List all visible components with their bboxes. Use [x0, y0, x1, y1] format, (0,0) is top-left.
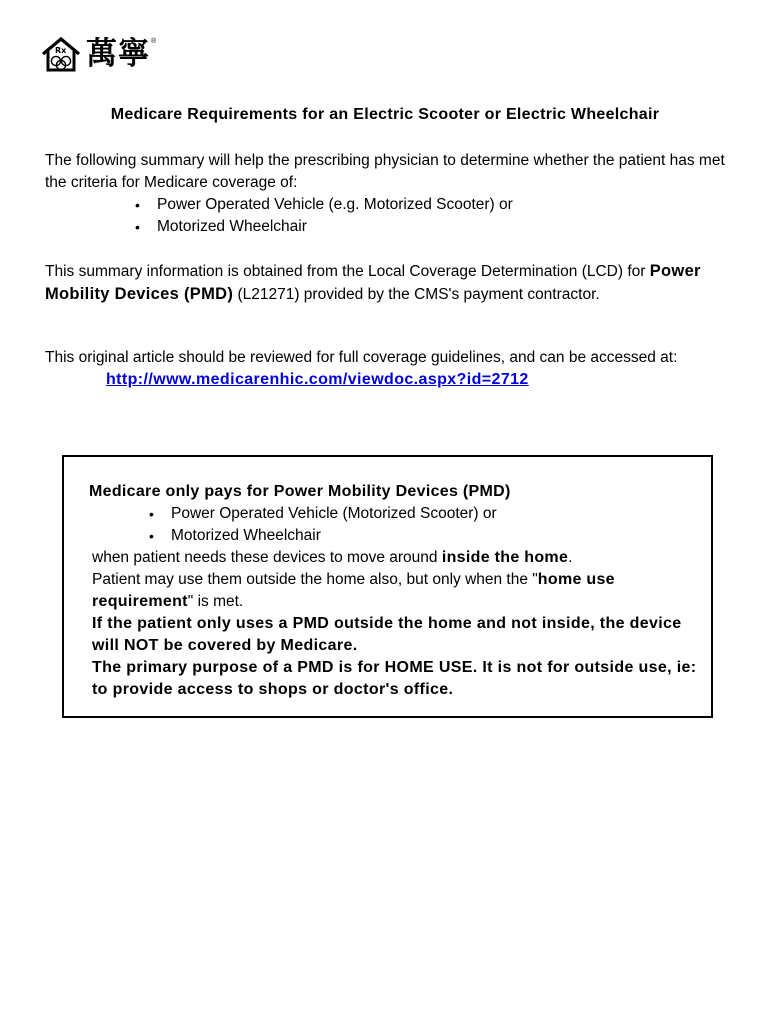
outside-home-note	[89, 569, 701, 613]
rx-mark: Rx	[55, 46, 67, 55]
article-section	[45, 347, 725, 391]
inside-home-requirement	[89, 547, 701, 569]
inside-home-term: inside the home	[441, 549, 569, 566]
summary-text-start: This summary information is obtained from the Local Coverage Determination (LCD) for	[45, 263, 646, 280]
company-logo	[38, 34, 156, 74]
outside-text-start: Patient may use them outside the home also, but only when the "	[92, 571, 538, 588]
medicare-article-link[interactable]: http://www.medicarenhic.com/viewdoc.aspx?id=2712	[106, 371, 529, 388]
registered-mark: ®	[151, 38, 157, 45]
primary-purpose-note: The primary purpose of a PMD is for HOME USE. It is not for outside use, ie: to provide access to shops or doctor's office.	[92, 659, 697, 698]
logo-name: 萬寧	[86, 36, 150, 72]
outside-text-end: " is met.	[187, 593, 244, 610]
page-title: Medicare Requirements for an Electric Scooter or Electric Wheelchair	[110, 106, 660, 123]
coverage-warning: If the patient only uses a PMD outside the home and not inside, the device will NOT be covered by Medicare.	[92, 615, 682, 654]
house-rx-logo-icon	[38, 34, 84, 74]
home-use-requirement-term: home use requirement	[92, 571, 615, 610]
article-text: This original article should be reviewed for full coverage guidelines, and can be accessed at:	[45, 349, 678, 366]
summary-section	[45, 260, 725, 306]
list-item: • Motorized Wheelchair	[89, 525, 701, 547]
requirement-period: .	[568, 549, 573, 566]
pmd-term: Power Mobility Devices (PMD)	[45, 262, 701, 303]
summary-text-end: (L21271) provided by the CMS's payment contractor.	[237, 286, 600, 303]
notice-bullet-list	[89, 503, 701, 547]
intro-bullet-list	[45, 194, 725, 238]
notice-heading: Medicare only pays for Power Mobility Devices (PMD)	[89, 483, 511, 500]
intro-text: The following summary will help the prescribing physician to determine whether the patient has met the criteria for Medicare coverage of:	[45, 152, 725, 191]
requirement-text: when patient needs these devices to move around	[92, 549, 438, 566]
intro-section	[45, 150, 725, 238]
coverage-notice-box	[62, 455, 713, 718]
list-item: • Power Operated Vehicle (Motorized Scooter) or	[89, 503, 701, 525]
list-item: • Power Operated Vehicle (e.g. Motorized Scooter) or	[45, 194, 725, 216]
list-item: • Motorized Wheelchair	[45, 216, 725, 238]
